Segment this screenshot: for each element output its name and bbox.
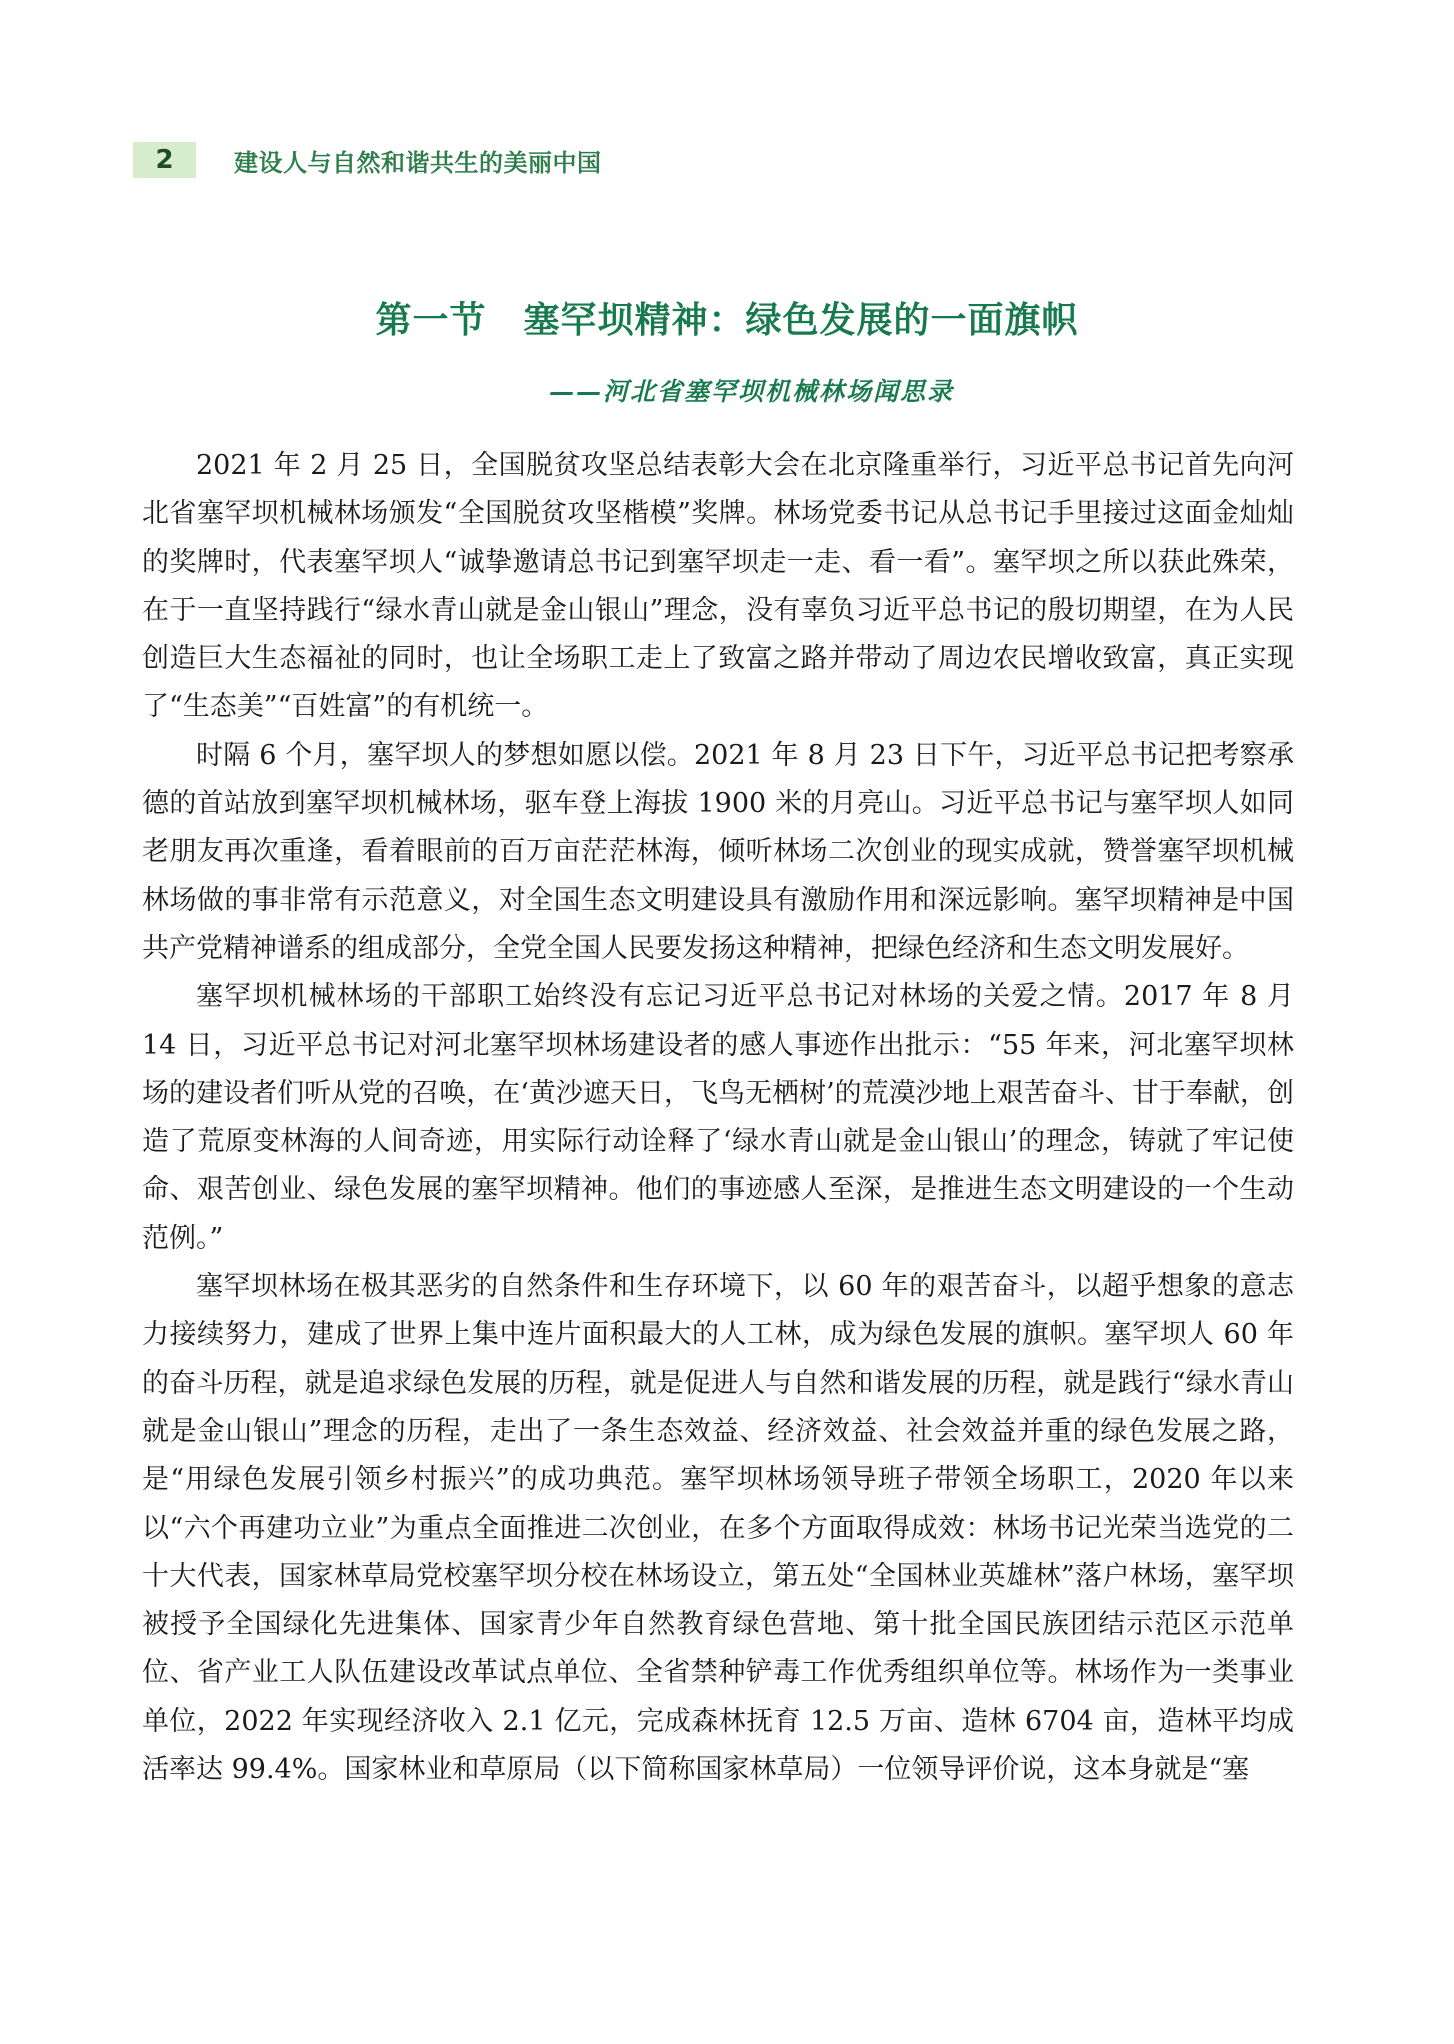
page-number: 2 bbox=[133, 142, 196, 178]
paragraph: 塞罕坝林场在极其恶劣的自然条件和生存环境下，以 60 年的艰苦奋斗，以超乎想象的意志力接续努力，建成了世界上集中连片面积最大的人工林，成为绿色发展的旗帜。塞罕坝人 60 年的奋斗历程，就是追求绿色发展的历程，就是促进人与自然和谐发展的历程，就是践行“绿水青山就是金山银山”理念的历程，走出了一条生态效益、经济效益、社会效益并重的绿色发展之路，是“用绿色发展引领乡村振兴”的成功典范。塞罕坝林场领导班子带领全场职工，2020 年以来以“六个再建功立业”为重点全面推进二次创业，在多个方面取得成效：林场书记光荣当选党的二十大代表，国家林草局党校塞罕坝分校在林场设立，第五处“全国林业英雄林”落户林场，塞罕坝被授予全国绿化先进集体、国家青少年自然教育绿色营地、第十批全国民族团结示范区示范单位、省产业工人队伍建设改革试点单位、全省禁种铲毒工作优秀组织单位等。林场作为一类事业单位，2022 年实现经济收入 2.1 亿元，完成森林抚育 12.5 万亩、造林 6704 亩，造林平均成活率达 99.4%。国家林业和草原局（以下简称国家林草局）一位领导评价说，这本身就是“塞 bbox=[142, 1271, 1294, 1786]
paragraph: 2021 年 2 月 25 日，全国脱贫攻坚总结表彰大会在北京隆重举行，习近平总书记首先向河北省塞罕坝机械林场颁发“全国脱贫攻坚楷模”奖牌。林场党委书记从总书记手里接过这面金灿灿的奖牌时，代表塞罕坝人“诚挚邀请总书记到塞罕坝走一走、看一看”。塞罕坝之所以获此殊荣，在于一直坚持践行“绿水青山就是金山银山”理念，没有辜负习近平总书记的殷切期望，在为人民创造巨大生态福祉的同时，也让全场职工走上了致富之路并带动了周边农民增收致富，真正实现了“生态美”“百姓富”的有机统一。 bbox=[142, 450, 1294, 723]
running-header bbox=[133, 142, 602, 178]
book-title: 建设人与自然和谐共生的美丽中国 bbox=[234, 148, 602, 177]
paragraph: 塞罕坝机械林场的干部职工始终没有忘记习近平总书记对林场的关爱之情。2017 年 8 月 14 日，习近平总书记对河北塞罕坝林场建设者的感人事迹作出批示：“55 年来，河北塞罕坝林场的建设者们听从党的召唤，在‘黄沙遮天日，飞鸟无栖树’的荒漠沙地上艰苦奋斗、甘于奉献，创造了荒原变林海的人间奇迹，用实际行动诠释了‘绿水青山就是金山银山’的理念，铸就了牢记使命、艰苦创业、绿色发展的塞罕坝精神。他们的事迹感人至深，是推进生态文明建设的一个生动范例。” bbox=[142, 981, 1294, 1254]
section-title: 第一节 塞罕坝精神：绿色发展的一面旗帜 bbox=[375, 300, 1079, 341]
body-text bbox=[142, 442, 1294, 1794]
paragraph: 时隔 6 个月，塞罕坝人的梦想如愿以偿。2021 年 8 月 23 日下午，习近平总书记把考察承德的首站放到塞罕坝机械林场，驱车登上海拔 1900 米的月亮山。习近平总书记与塞罕坝人如同老朋友再次重逢，看着眼前的百万亩茫茫林海，倾听林场二次创业的现实成就，赞誉塞罕坝机械林场做的事非常有示范意义，对全国生态文明建设具有激励作用和深远影响。塞罕坝精神是中国共产党精神谱系的组成部分，全党全国人民要发扬这种精神，把绿色经济和生态文明发展好。 bbox=[142, 739, 1294, 964]
section-subtitle: ——河北省塞罕坝机械林场闻思录 bbox=[548, 377, 954, 406]
